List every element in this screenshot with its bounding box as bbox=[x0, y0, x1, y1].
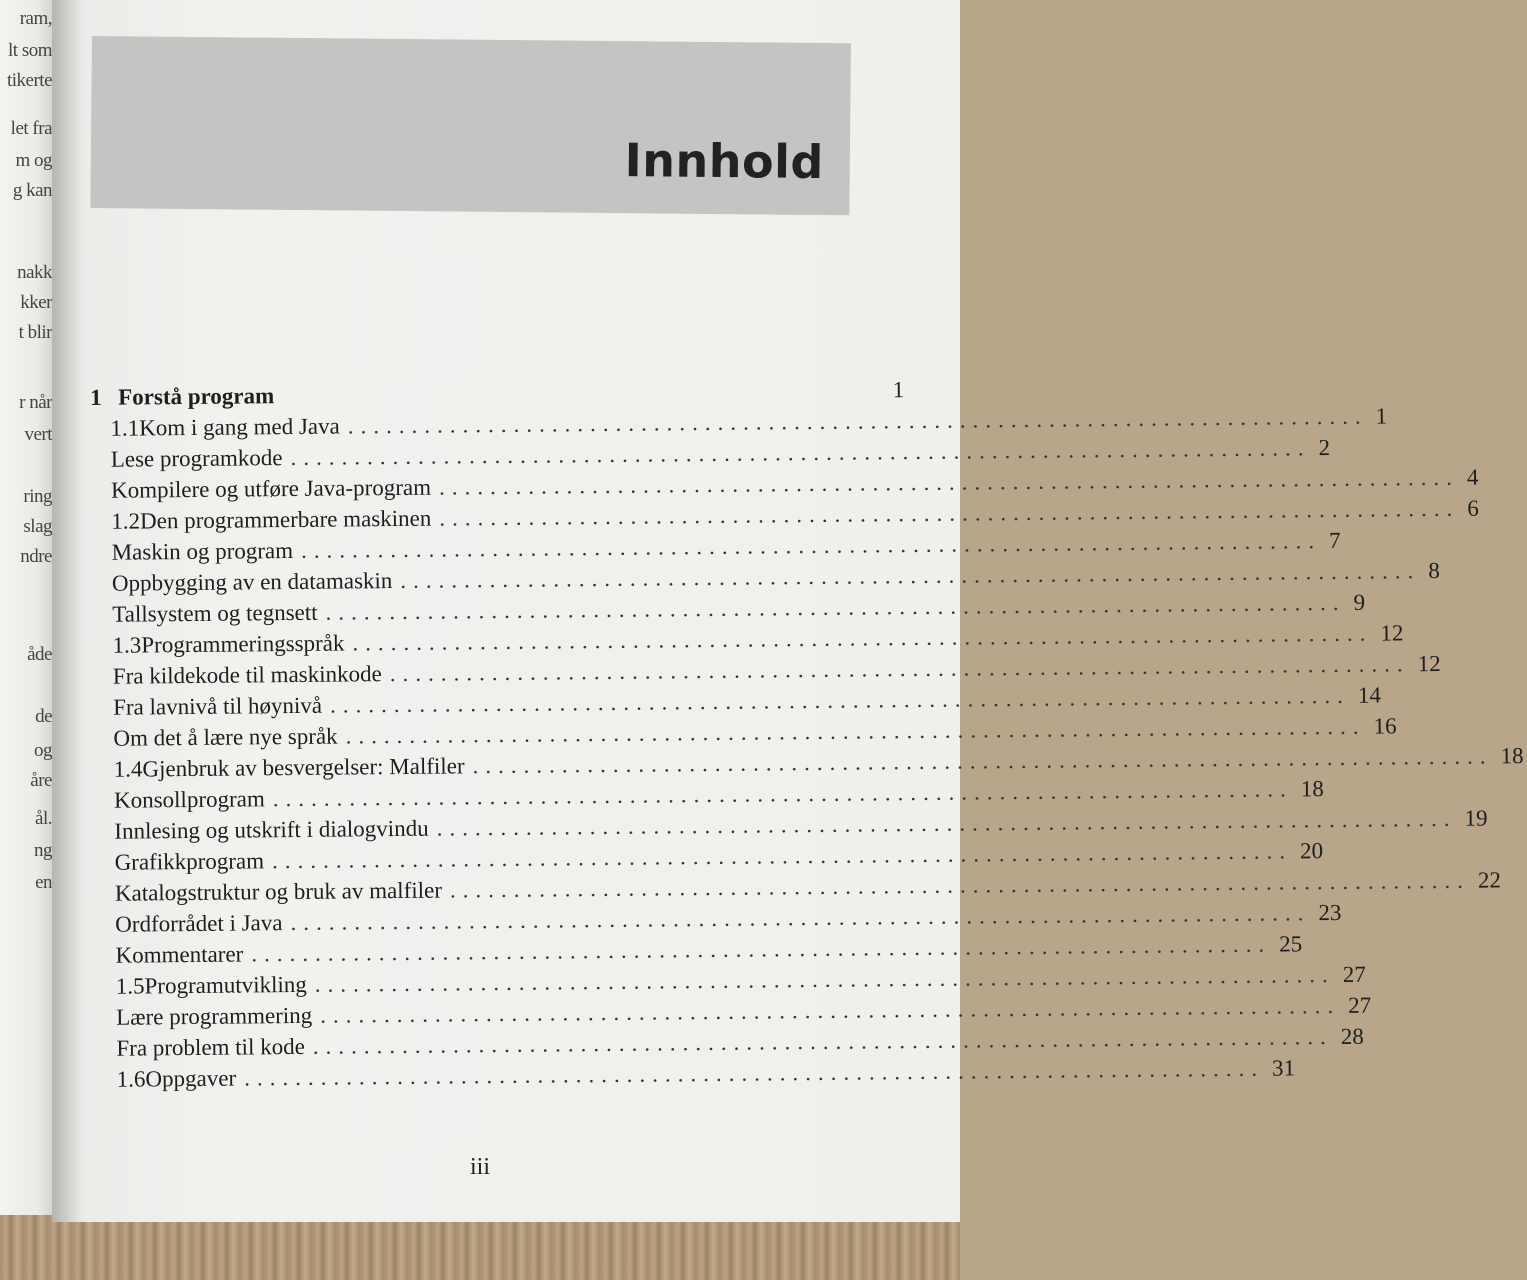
toc-entry-title: Den programmerbare maskinen bbox=[139, 505, 432, 534]
toc-entry-title: Om det å lære nye språk bbox=[113, 723, 338, 751]
toc-leader-dots: ................................................................................ bbox=[449, 867, 1471, 903]
left-page-text-fragment: slag bbox=[23, 516, 52, 537]
toc-entry-title: Maskin og program bbox=[111, 538, 294, 565]
left-page-text-fragment: ring bbox=[23, 486, 52, 507]
toc-leader-dots: ................................................................................ bbox=[438, 464, 1460, 500]
toc-entry-title: Lese programkode bbox=[110, 445, 283, 472]
toc-leader-dots: ................................................................................ bbox=[345, 713, 1366, 749]
toc-leader-dots: ................................................................................ bbox=[244, 1055, 1265, 1091]
left-page-text-fragment: en bbox=[35, 872, 52, 893]
chapter-header-band bbox=[90, 36, 851, 215]
toc-leader-dots: ................................................................................ bbox=[300, 528, 1322, 563]
toc-entry-page: 12 bbox=[1417, 650, 1441, 677]
toc-entry-page: 8 bbox=[1428, 557, 1440, 584]
toc-entry-title: Ordforrådet i Java bbox=[115, 910, 283, 937]
page-title: Innhold bbox=[624, 133, 825, 190]
gutter-shadow bbox=[52, 0, 82, 1222]
toc-entry-title: Oppbygging av en datamaskin bbox=[111, 568, 393, 596]
toc-leader-dots: ................................................................................ bbox=[320, 992, 1341, 1028]
toc-entry-page: 1 bbox=[1375, 403, 1388, 429]
toc-entry-title: Programutvikling bbox=[144, 971, 307, 999]
toc-entry-page: 18 bbox=[1500, 743, 1524, 769]
left-page-edge bbox=[0, 0, 52, 1215]
toc-leader-dots: ................................................................................ bbox=[290, 900, 1311, 936]
toc-entry-title: Innlesing og utskrift i dialogvindu bbox=[114, 815, 429, 844]
toc-entry-page: 25 bbox=[1279, 931, 1303, 957]
toc-entry-title: Fra kildekode til maskinkode bbox=[112, 661, 382, 689]
toc-leader-dots: ................................................................................ bbox=[325, 589, 1346, 625]
left-page-text-fragment: lt som bbox=[8, 40, 52, 61]
toc-entry-page: 9 bbox=[1353, 589, 1366, 615]
left-page-text-fragment: m og bbox=[15, 150, 52, 171]
left-page-text-fragment: ål. bbox=[35, 808, 52, 829]
toc-entry-page: 12 bbox=[1380, 620, 1404, 646]
left-page-text-fragment: åde bbox=[27, 644, 52, 665]
toc-entry-title: Gjenbruk av besvergelser: Malfiler bbox=[142, 753, 465, 782]
toc-entry-page: 27 bbox=[1342, 961, 1366, 987]
toc-leader-dots: ................................................................................ bbox=[312, 1024, 1333, 1059]
left-page-text-fragment: åre bbox=[30, 770, 52, 791]
left-page-text-fragment: ram, bbox=[19, 8, 52, 29]
left-page-text-fragment: kker bbox=[20, 292, 52, 313]
toc-entry-title: Lære programmering bbox=[115, 1002, 313, 1030]
toc-entry-number: 1.3 bbox=[112, 632, 142, 658]
left-page-text-fragment: ng bbox=[34, 840, 52, 861]
page-number-folio: iii bbox=[470, 1154, 491, 1180]
toc-entry-title: Tallsystem og tegnsett bbox=[112, 599, 318, 627]
toc-entry-page: 4 bbox=[1466, 464, 1479, 490]
left-page-text-fragment: de bbox=[35, 706, 52, 727]
toc-entry-number: 1.4 bbox=[113, 756, 143, 782]
toc-leader-dots: ................................................................................ bbox=[400, 558, 1421, 593]
toc-entry-number: 1 bbox=[90, 384, 102, 410]
toc-entry-title: Forstå program bbox=[118, 383, 275, 410]
toc-entry-title: Kom i gang med Java bbox=[139, 413, 340, 441]
toc-entry-page: 1 bbox=[892, 377, 905, 403]
toc-entry-number: 1.6 bbox=[116, 1066, 146, 1092]
left-page-text-fragment: g kan bbox=[12, 180, 52, 201]
left-page-text-fragment: t blir bbox=[18, 322, 52, 343]
toc-leader-dots: ................................................................................ bbox=[352, 620, 1373, 656]
toc-entry-title: Fra lavnivå til høynivå bbox=[113, 692, 323, 720]
toc-entry-title: Katalogstruktur og bruk av malfiler bbox=[114, 877, 443, 906]
toc-entry-page: 18 bbox=[1300, 776, 1324, 802]
toc-entry-page: 23 bbox=[1318, 899, 1342, 926]
toc-leader-dots: ................................................................................ bbox=[347, 403, 1368, 439]
toc-leader-dots: ................................................................................ bbox=[439, 495, 1460, 531]
toc-entry-number: 1.2 bbox=[111, 508, 141, 534]
toc-entry-number: 1.5 bbox=[115, 973, 145, 999]
left-page-text-fragment: tikerte bbox=[6, 70, 52, 91]
bleed-through-area bbox=[652, 0, 912, 20]
toc-leader-dots: ................................................................................ bbox=[272, 776, 1293, 812]
toc-entry-title: Fra problem til kode bbox=[116, 1033, 305, 1061]
toc-entry-number: 1.1 bbox=[110, 415, 140, 441]
left-page-text-fragment: nakk bbox=[17, 262, 52, 283]
toc-entry-page: 20 bbox=[1299, 838, 1324, 864]
toc-entry-title: Konsollprogram bbox=[113, 786, 265, 813]
toc-entry-page: 28 bbox=[1340, 1023, 1364, 1049]
toc-leader-dots: ................................................................................ bbox=[290, 435, 1311, 471]
toc-leader-dots: ................................................................................ bbox=[314, 962, 1335, 997]
left-page-text-fragment: let fra bbox=[10, 118, 52, 139]
toc-entry-page: 6 bbox=[1467, 495, 1479, 521]
toc-entry-title: Kompilere og utføre Java-program bbox=[110, 474, 432, 503]
toc-entry-page: 27 bbox=[1348, 992, 1372, 1018]
left-page-text-fragment: r når bbox=[19, 392, 52, 413]
toc-leader-dots: ................................................................................ bbox=[472, 743, 1493, 779]
toc-entry-title: Grafikkprogram bbox=[114, 848, 265, 875]
toc-entry-title: Kommentarer bbox=[115, 941, 244, 968]
left-page-text-fragment: og bbox=[34, 740, 52, 761]
toc-entry-page: 31 bbox=[1271, 1055, 1296, 1081]
toc-entry-page: 22 bbox=[1477, 867, 1502, 893]
toc-leader-dots: ................................................................................ bbox=[389, 651, 1410, 687]
left-page-text-fragment: ndre bbox=[20, 546, 52, 567]
table-of-contents bbox=[84, 372, 1524, 1093]
toc-entry-page: 14 bbox=[1357, 682, 1382, 708]
toc-leader-dots: ................................................................................ bbox=[329, 682, 1351, 718]
toc-entry-page: 19 bbox=[1464, 805, 1488, 831]
toc-entry-title: Programmeringsspråk bbox=[141, 630, 345, 658]
toc-entry-title: Oppgaver bbox=[145, 1065, 237, 1092]
toc-leader-dots: ................................................................................ bbox=[251, 931, 1272, 967]
left-page-text-fragment: vert bbox=[24, 424, 52, 445]
toc-leader-dots: ................................................................................ bbox=[436, 805, 1457, 841]
toc-entry-page: 7 bbox=[1328, 527, 1341, 554]
toc-leader-dots: ................................................................................ bbox=[271, 838, 1293, 874]
toc-entry-page: 2 bbox=[1318, 435, 1331, 461]
toc-entry-page: 16 bbox=[1373, 713, 1397, 739]
